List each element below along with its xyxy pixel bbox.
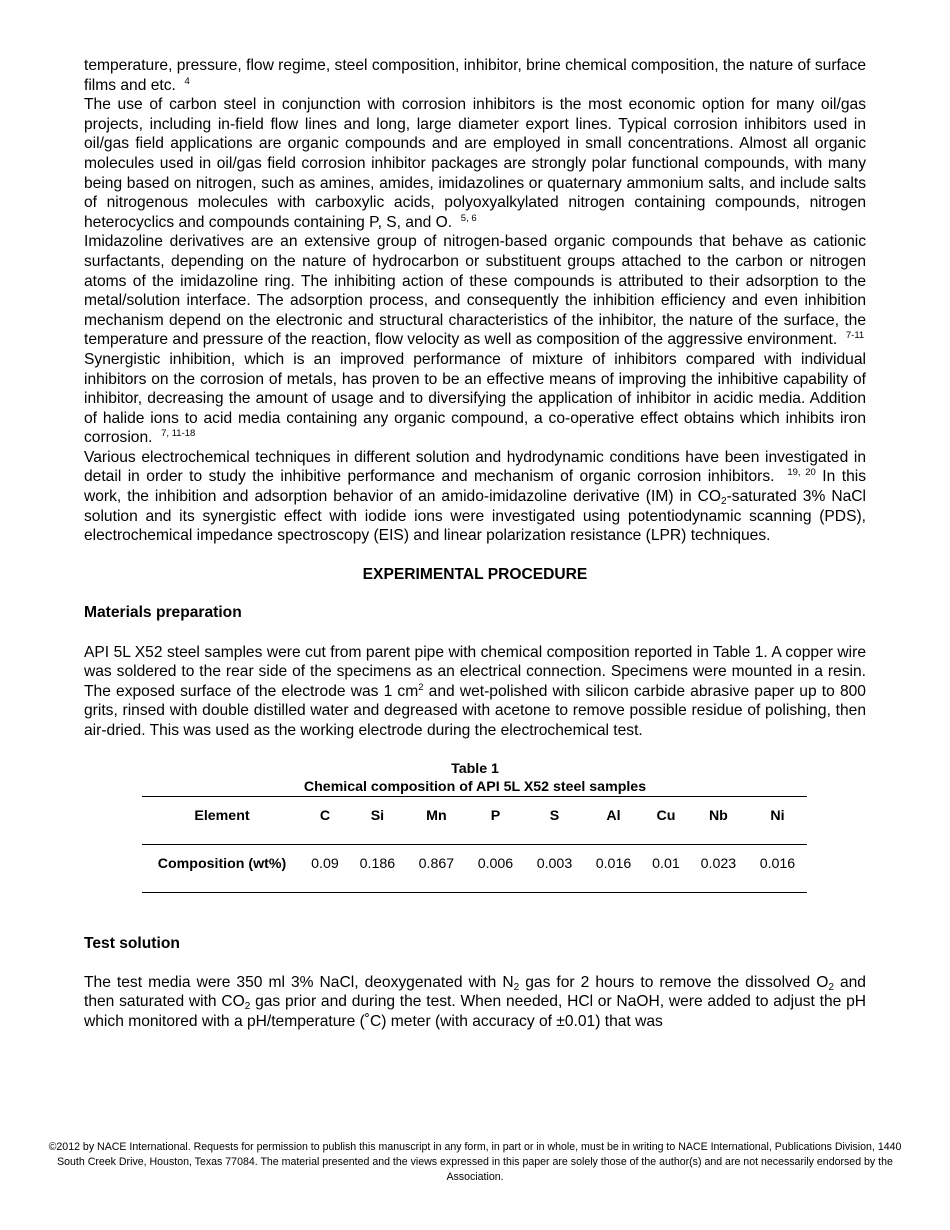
paragraph-text: -saturated 3% NaCl solution and its synergistic effect with iodide ions were investigated using potentiodynamic scanning (PDS), electrochemical impedance spectroscopy (EIS) and linear polarization resistance (LPR) techniques. bbox=[84, 488, 866, 545]
paragraph-text: In this work, the inhibition and adsorption behavior of an amido-imidazoline derivative (IM) in CO bbox=[84, 468, 867, 506]
table-header-cell: S bbox=[525, 796, 584, 844]
table-cell: 0.867 bbox=[407, 844, 466, 892]
paragraph-text: The use of carbon steel in conjunction with corrosion inhibitors is the most economic option for many oil/gas projects, including in-field flow lines and long, large diameter export lines. Typical corrosion inhibitors used in oil/gas field applications are organic compounds and are employed in small concentrations. Almost all organic molecules used in oil/gas field corrosion inhibitor packages are strongly polar functional compounds, with many being based on nitrogen, such as amines, amides, imidazolines or quaternary ammonium salts, and include salts of nitrogenous molecules with carboxylic acids, polyoxyalkylated nitrogen containing compounds, nitrogen heterocyclics and compounds containing P, S, and O. bbox=[84, 96, 866, 231]
page-body bbox=[84, 56, 866, 1032]
paragraph-text: The test media were 350 ml 3% NaCl, deoxygenated with N bbox=[84, 973, 514, 991]
table-header-cell: Al bbox=[584, 796, 643, 844]
section-heading: EXPERIMENTAL PROCEDURE bbox=[362, 565, 588, 583]
table-label: Table 1 bbox=[451, 760, 499, 777]
subheading-test-solution: Test solution bbox=[84, 934, 180, 952]
table-header-cell: Si bbox=[348, 796, 407, 844]
table-header-cell: Cu bbox=[643, 796, 689, 844]
table-cell: 0.006 bbox=[466, 844, 525, 892]
paragraph-carbon-steel bbox=[84, 95, 866, 232]
paragraph-materials bbox=[84, 643, 866, 741]
table-header-cell: P bbox=[466, 796, 525, 844]
paragraph-text: API 5L X52 steel samples were cut from parent pipe with chemical composition reported in Table 1. A copper wire was soldered to the rear side of the specimens as an electrical connection. Specimens were mounted in a resin. The exposed surface of the electrode was 1 cm bbox=[84, 643, 866, 700]
subheading-materials: Materials preparation bbox=[84, 604, 242, 622]
table-header-cell: C bbox=[302, 796, 348, 844]
paragraph-text: gas prior and during the test. When needed, HCl or NaOH, were added to adjust the pH which monitored with a pH/temperature (˚C) meter (with accuracy of ±0.01) that was bbox=[84, 993, 866, 1030]
table-header-cell: Ni bbox=[748, 796, 807, 844]
table-cell: 0.186 bbox=[348, 844, 407, 892]
paragraph-electrochemical bbox=[84, 448, 866, 546]
table-cell: 0.003 bbox=[525, 844, 584, 892]
subscript: 2 bbox=[721, 496, 727, 508]
superscript: 2 bbox=[418, 681, 424, 693]
table-cell: 0.01 bbox=[643, 844, 689, 892]
paragraph-test-solution bbox=[84, 973, 866, 1032]
paragraph-imidazoline bbox=[84, 232, 866, 350]
subscript: 2 bbox=[244, 1001, 251, 1013]
paragraph-text: temperature, pressure, flow regime, steel composition, inhibitor, brine chemical composition, the nature of surface films and etc. bbox=[84, 57, 866, 94]
subscript: 2 bbox=[513, 981, 520, 993]
paragraph-intro-continued bbox=[84, 56, 866, 95]
paragraph-text: Synergistic inhibition, which is an improved performance of mixture of inhibitors compared with individual inhibitors on the corrosion of metals, has proven to be an effective means of improving the inhibitive capability of inhibitor, decreasing the amount of usage and to diversifying the application of inhibitor in acidic media. Addition of halide ions to acid media containing any organic compound, a co-operative effect obtains which inhibits iron corrosion. bbox=[84, 350, 866, 447]
table-cell: 0.023 bbox=[689, 844, 748, 892]
citation-ref: 7-11 bbox=[845, 330, 865, 342]
paragraph-text: gas for 2 hours to remove the dissolved O bbox=[519, 973, 829, 991]
table-header-cell: Element bbox=[142, 796, 302, 844]
table-cell: 0.09 bbox=[302, 844, 348, 892]
composition-table bbox=[142, 796, 807, 893]
table-header-cell: Nb bbox=[689, 796, 748, 844]
subscript: 2 bbox=[828, 981, 834, 993]
citation-ref: 19, 20 bbox=[787, 467, 816, 479]
table-1 bbox=[84, 760, 866, 893]
table-row-label: Composition (wt%) bbox=[142, 844, 302, 892]
table-row bbox=[142, 844, 807, 892]
paragraph-synergistic bbox=[84, 350, 866, 448]
table-title: Chemical composition of API 5L X52 steel samples bbox=[303, 778, 647, 795]
paragraph-text: and wet-polished with silicon carbide abrasive paper up to 800 grits, rinsed with double distilled water and degreased with acetone to remove possible residue of polishing, then air-dried. This was used as the working electrode during the electrochemical test. bbox=[84, 682, 866, 739]
table-cell: 0.016 bbox=[584, 844, 643, 892]
citation-ref: 7, 11-18 bbox=[161, 428, 196, 440]
table-header-cell: Mn bbox=[407, 796, 466, 844]
paragraph-text: Imidazoline derivatives are an extensive group of nitrogen-based organic compounds that behave as cationic surfactants, depending on the nature of hydrocarbon or substituent groups attached to the carbon or nitrogen atoms of the imidazoline ring. The inhibiting action of these compounds is attributed to their adsorption to the metal/solution interface. The adsorption process, and consequently the inhibition efficiency and even inhibition mechanism depend on the electronic and structural characteristics of the inhibitor, the nature of the surface, the temperature and pressure of the reaction, flow velocity as well as composition of the aggressive environment. bbox=[84, 233, 866, 349]
table-header-row bbox=[142, 796, 807, 844]
paragraph-text: Various electrochemical techniques in different solution and hydrodynamic conditions have been investigated in detail in order to study the inhibitive performance and mechanism of organic corrosion inhibitors. bbox=[84, 448, 866, 486]
copyright-footer: ©2012 by NACE International. Requests for permission to publish this manuscript in any form, in part or in whole, must be in writing to NACE International, Publications Division, 1440 South Creek Drive, Houston, Texas 77084. The material presented and the views expressed in this paper are solely those of the author(s) and are not necessarily endorsed by the Association. bbox=[48, 1141, 902, 1183]
paragraph-text: and then saturated with CO bbox=[84, 973, 866, 1011]
citation-ref: 5, 6 bbox=[460, 212, 477, 224]
citation-ref: 4 bbox=[184, 75, 190, 87]
table-cell: 0.016 bbox=[748, 844, 807, 892]
